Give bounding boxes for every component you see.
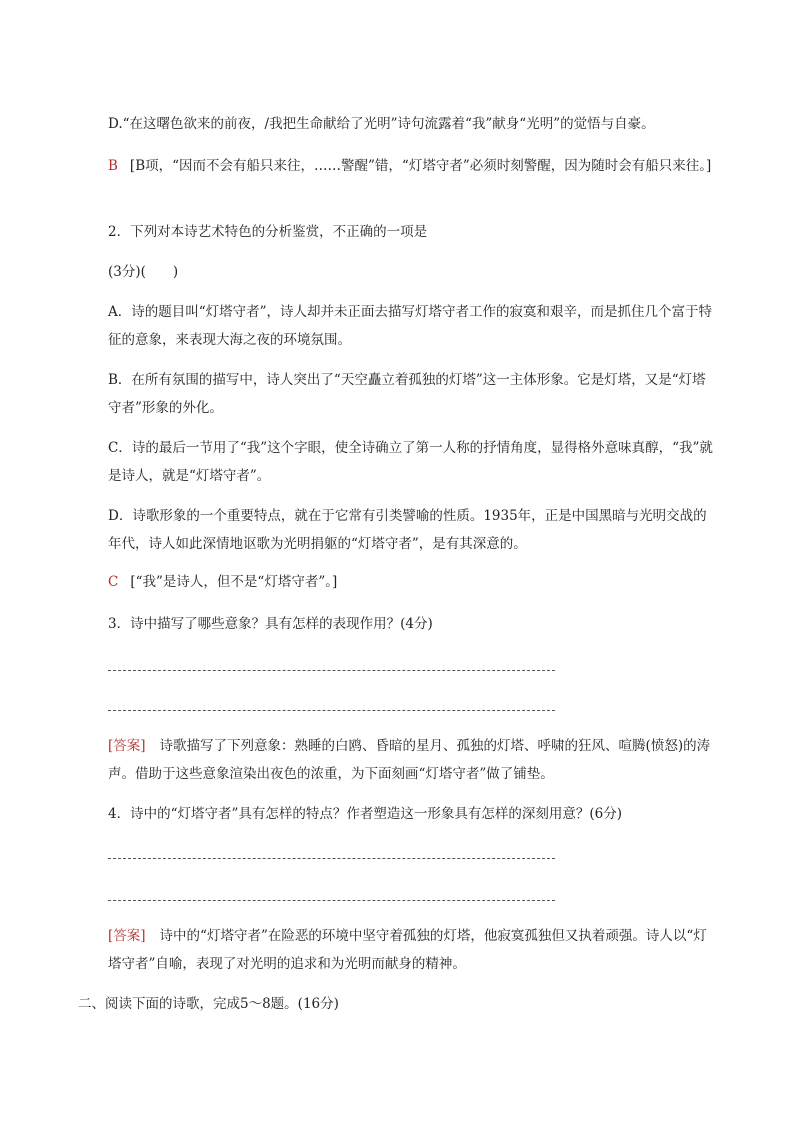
q1-answer-letter: B xyxy=(108,158,118,174)
q2-answer-letter: C xyxy=(108,574,119,590)
q2-score: (3分)( ) xyxy=(108,264,179,280)
q3-answer-line-1 xyxy=(108,670,555,671)
q4-answer-line-1 xyxy=(108,858,555,859)
q4-answer-text: 诗中的“灯塔守者”在险恶的环境中坚守着孤独的灯塔，他寂寞孤独但又执着顽强。诗人以“灯塔守者”自喻，表现了对光明的追求和为光明而献身的精神。 xyxy=(108,928,707,972)
q4-answer-tag: [答案] xyxy=(108,928,146,944)
q4-answer-line-2 xyxy=(108,900,555,901)
q3-answer-text: 诗歌描写了下列意象：熟睡的白鸥、昏暗的星月、孤独的灯塔、呼啸的狂风、喧腾(愤怒)的涛声。借助于这些意象渲染出夜色的浓重，为下面刻画“灯塔守者”做了铺垫。 xyxy=(108,738,711,782)
q3-answer-tag: [答案] xyxy=(108,738,146,754)
section2-heading: 二、阅读下面的诗歌，完成5～8题。(16分) xyxy=(78,996,339,1012)
q4-answer xyxy=(108,922,718,978)
q2-option-d: D．诗歌形象的一个重要特点，就在于它常有引类譬喻的性质。1935年，正是中国黑暗与光明交战的年代，诗人如此深情地讴歌为光明捐躯的“灯塔守者”，是有其深意的。 xyxy=(108,508,707,552)
q2-option-c: C．诗的最后一节用了“我”这个字眼，使全诗确立了第一人称的抒情角度，显得格外意味真醇，“我”就是诗人，就是“灯塔守者”。 xyxy=(108,440,713,484)
q2-option-a: A．诗的题目叫“灯塔守者”，诗人却并未正面去描写灯塔守者工作的寂寞和艰辛，而是抓住几个富于特征的意象，来表现大海之夜的环境氛围。 xyxy=(108,304,713,348)
q3-answer-line-2 xyxy=(108,710,555,711)
q3-answer xyxy=(108,732,718,788)
q1-answer-text: [B项，“因而不会有船只来往，……警醒”错，“灯塔守者”必须时刻警醒，因为随时会有船只来往。] xyxy=(129,158,712,174)
q1-answer xyxy=(108,152,718,180)
q2-answer xyxy=(108,568,718,596)
q2-option-b: B．在所有氛围的描写中，诗人突出了“天空矗立着孤独的灯塔”这一主体形象。它是灯塔，又是“灯塔守者”形象的外化。 xyxy=(108,372,706,416)
q4-stem: 4．诗中的“灯塔守者”具有怎样的特点？作者塑造这一形象具有怎样的深刻用意？(6分) xyxy=(108,806,623,822)
q3-stem: 3．诗中描写了哪些意象？具有怎样的表现作用？(4分) xyxy=(108,616,433,632)
q2-stem: 2．下列对本诗艺术特色的分析鉴赏，不正确的一项是 xyxy=(108,224,428,240)
q2-answer-text: [“我”是诗人，但不是“灯塔守者”。] xyxy=(130,574,338,590)
q1-option-d: D.“在这曙色欲来的前夜，/我把生命献给了光明”诗句流露着“我”献身“光明”的觉悟与自豪。 xyxy=(108,116,655,132)
